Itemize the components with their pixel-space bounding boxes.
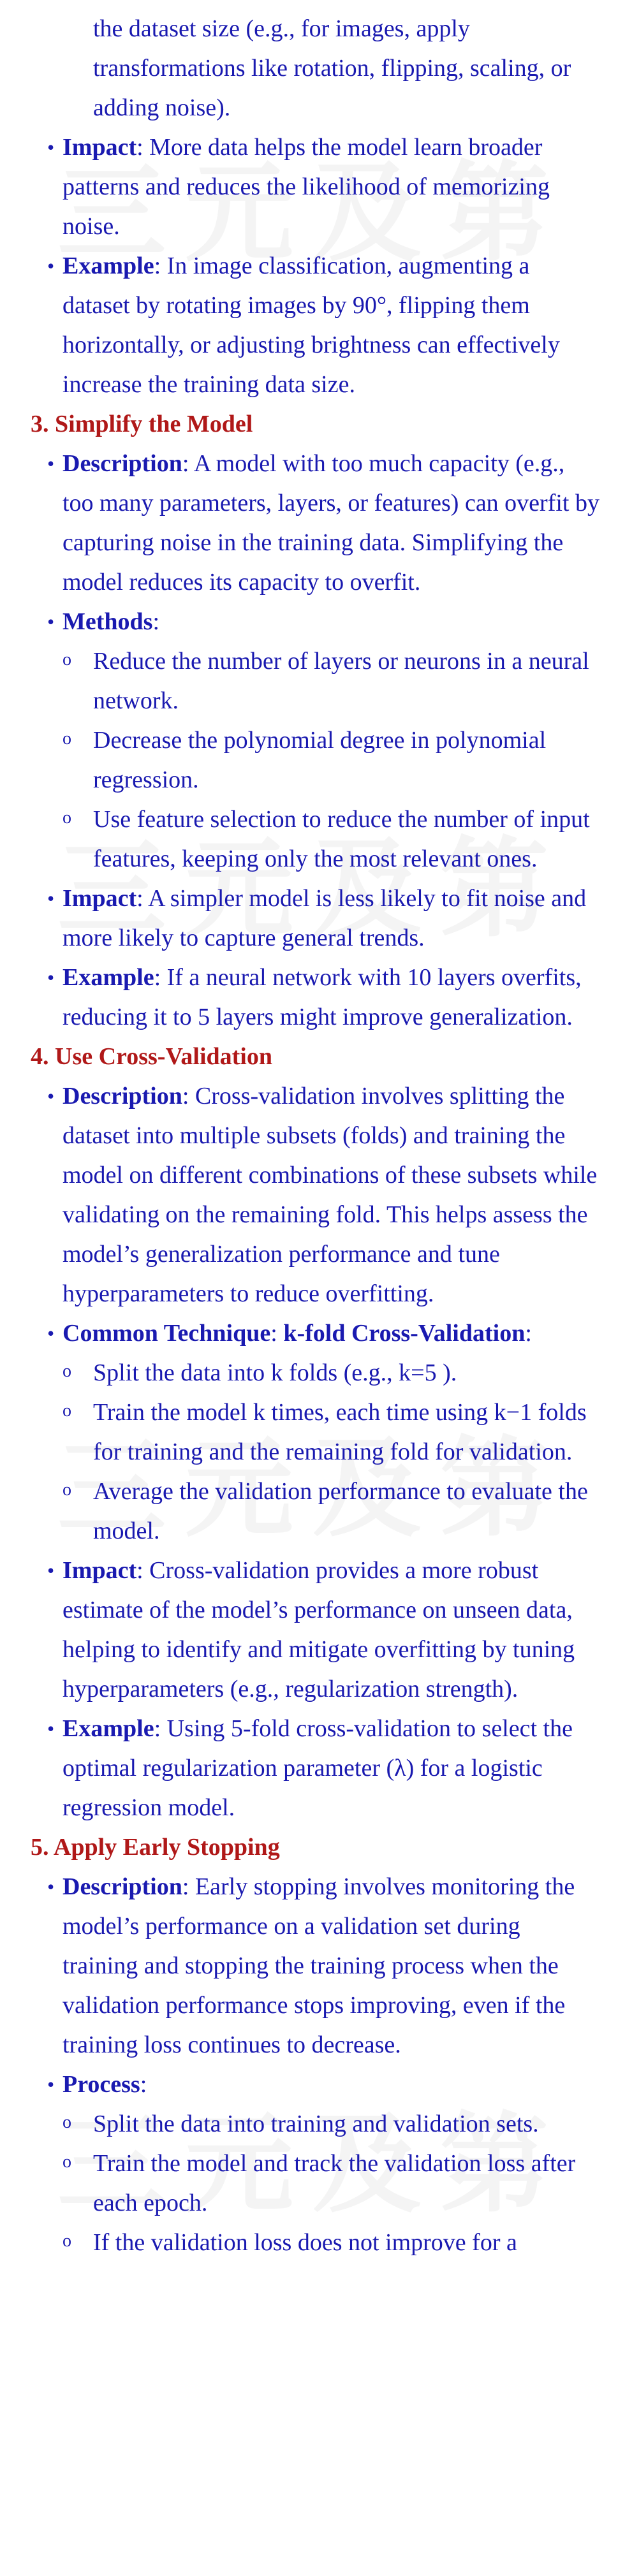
process-colon: : [140, 2071, 147, 2098]
impact-text: : A simpler model is less likely to fit noise and more likely to capture general trends. [62, 885, 587, 951]
section-heading: 5. Apply Early Stopping [31, 1834, 280, 1861]
description-text: : Cross-validation involves splitting the dataset into multiple subsets (folds) and training the model on different combinations of these subsets while validating on the remaining fold. This helps assess the model’s generalization performance and tune hyperparameters to reduce overfitting. [62, 1083, 598, 1307]
list-item: o Use feature selection to reduce the number of input features, keeping only the most relevant ones. [0, 800, 625, 879]
technique-colon: : [525, 1320, 532, 1347]
description-text: : A model with too much capacity (e.g., too many parameters, layers, or features) can overfit by capturing noise in the training data. Simplifying the model reduces its capacity to overfit. [62, 450, 599, 596]
process-bullet [0, 2065, 625, 2104]
impact-bullet [0, 879, 625, 958]
description-label: Description [62, 1873, 182, 1900]
technique-bullet [0, 1314, 625, 1353]
example-bullet [0, 1709, 625, 1827]
description-text: : Early stopping involves monitoring the model’s performance on a validation set during training and stopping the training process when the validation performance stops improving, even if the training loss continues to decrease. [62, 1873, 575, 2058]
example-bullet [0, 958, 625, 1037]
description-bullet [0, 444, 625, 602]
impact-label: Impact [62, 134, 137, 161]
example-label: Example [62, 252, 154, 279]
methods-colon: : [152, 608, 160, 635]
example-text: : In image classification, augmenting a dataset by rotating images by 90°, flipping them horizontally, or adjusting brightness can effectively increase the training data size. [62, 252, 560, 398]
list-item: o Split the data into training and validation sets. [0, 2104, 625, 2144]
description-bullet [0, 1076, 625, 1314]
description-bullet [0, 1867, 625, 2065]
list-item: o Split the data into k folds (e.g., k=5 ). [0, 1353, 625, 1393]
list-item: o Decrease the polynomial degree in polynomial regression. [0, 721, 625, 800]
example-text: : If a neural network with 10 layers overfits, reducing it to 5 layers might improve generalization. [62, 964, 582, 1030]
document-body [0, 9, 625, 2262]
section-heading: 4. Use Cross-Validation [31, 1043, 272, 1070]
technique-name: k-fold Cross-Validation [283, 1320, 526, 1347]
example-label: Example [62, 964, 154, 991]
impact-text: : Cross-validation provides a more robust estimate of the model’s performance on unseen data, helping to identify and mitigate overfitting by tuning hyperparameters (e.g., regularization strength). [62, 1557, 575, 1702]
list-item: o Average the validation performance to evaluate the model. [0, 1472, 625, 1551]
process-label: Process [62, 2071, 140, 2098]
section-heading: 3. Simplify the Model [31, 411, 253, 437]
list-item: o If the validation loss does not improve for a [0, 2223, 625, 2262]
example-label: Example [62, 1715, 154, 1742]
methods-bullet [0, 602, 625, 641]
methods-label: Methods [62, 608, 153, 635]
technique-separator: : [270, 1320, 284, 1347]
list-item: o Train the model k times, each time using k−1 folds for training and the remaining fold for validation. [0, 1393, 625, 1472]
description-label: Description [62, 450, 182, 477]
impact-label: Impact [62, 1557, 137, 1584]
intro-continuation: the dataset size (e.g., for images, apply transformations like rotation, flipping, scaling, or adding noise). [93, 15, 571, 121]
impact-text: : More data helps the model learn broader patterns and reduces the likelihood of memorizing noise. [62, 134, 550, 240]
technique-label: Common Technique [62, 1320, 271, 1347]
impact-bullet [0, 128, 625, 246]
impact-bullet [0, 1551, 625, 1709]
list-item: o Train the model and track the validation loss after each epoch. [0, 2144, 625, 2223]
description-label: Description [62, 1083, 182, 1109]
impact-label: Impact [62, 885, 137, 912]
list-item: o Reduce the number of layers or neurons in a neural network. [0, 641, 625, 721]
example-bullet [0, 246, 625, 404]
example-text: : Using 5-fold cross-validation to select the optimal regularization parameter (λ) for a logistic regression model. [62, 1715, 573, 1821]
